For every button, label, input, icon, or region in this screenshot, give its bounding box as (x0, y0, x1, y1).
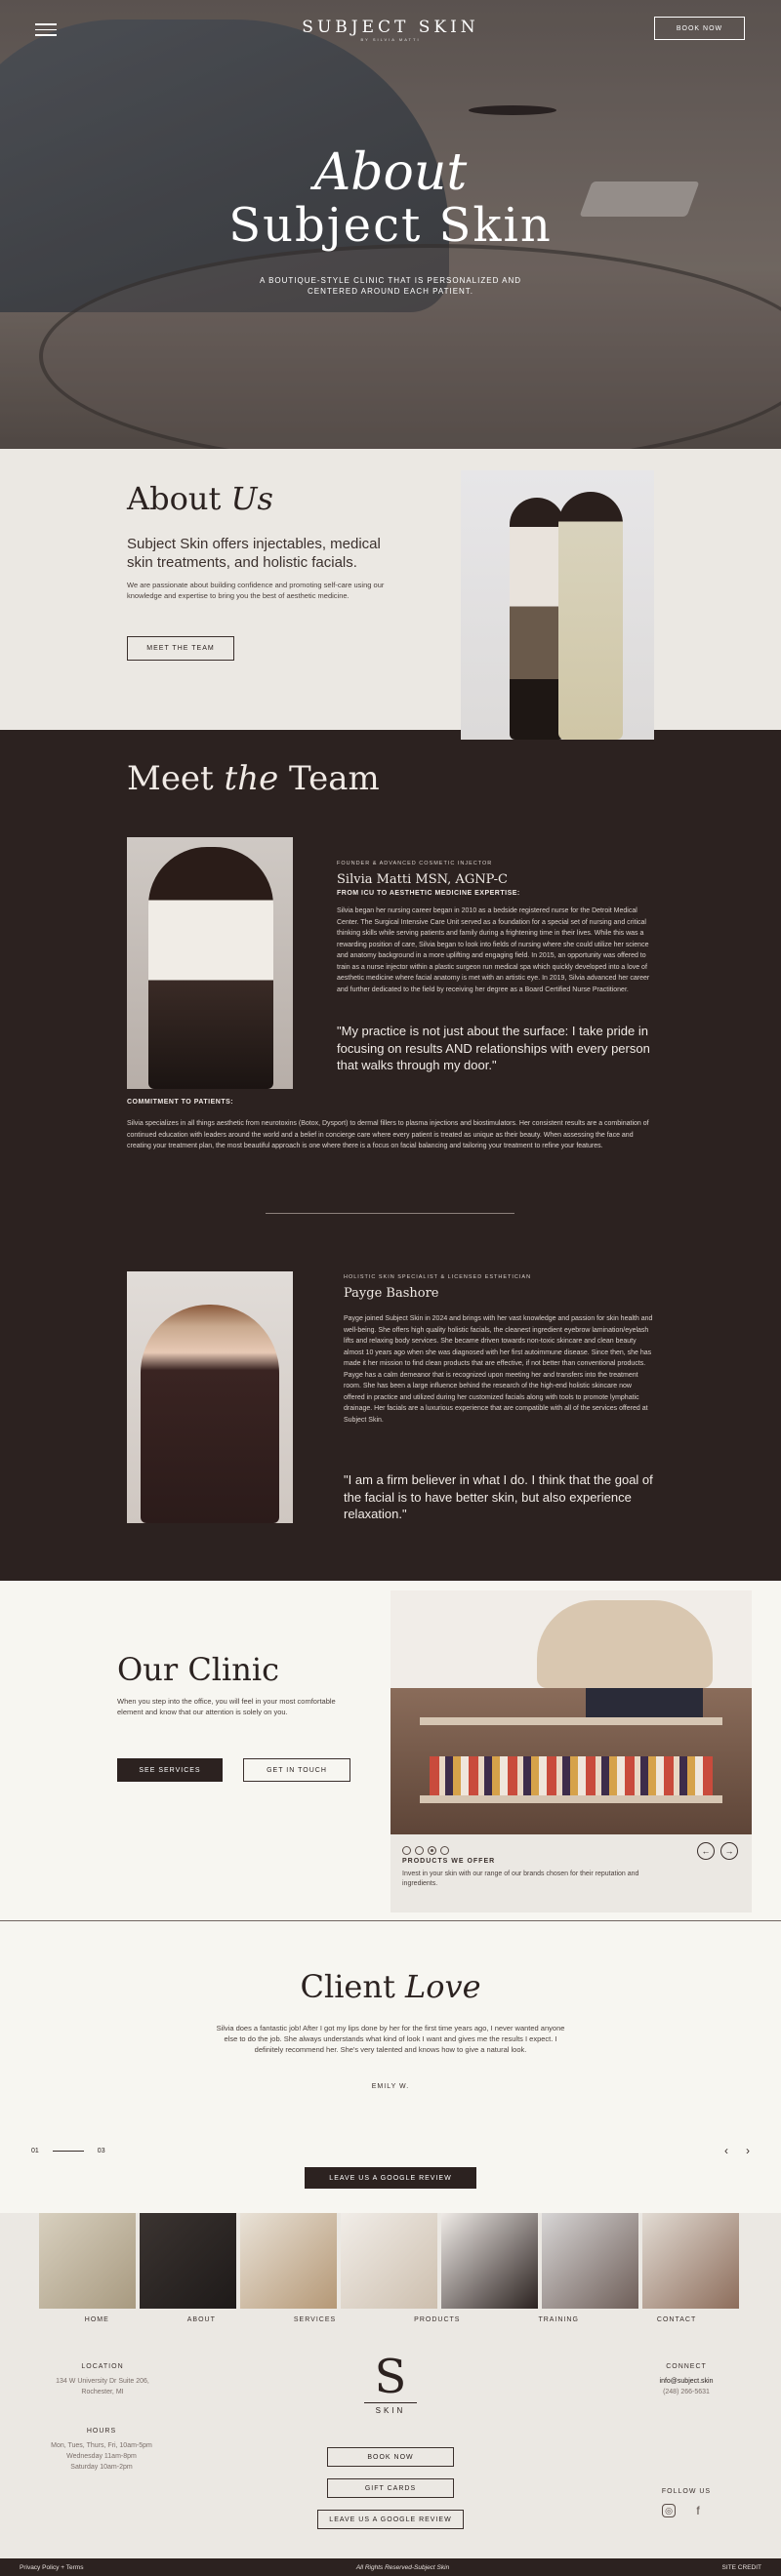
about-title-b: Us (230, 480, 273, 517)
gallery-image[interactable] (341, 2213, 437, 2309)
footer-connect (635, 2361, 738, 2397)
contact-phone[interactable]: (248) 266-5631 (663, 2389, 710, 2395)
instagram-gallery (0, 2213, 781, 2309)
commitment-text: Silvia specializes in all things aesthetic from neurotoxins (Botox, Dysport) to dermal fillers to plasma injections and biostimulators. Her consistent results are a combination of continued education with leaders around the world and a belief in concierge care where every patient is treated as unique as their beauty. When assessing the face and creating your treatment plan, the most beautiful approach is one where there is a focus on facial balancing and tailoring your treatment to refine your features. (127, 1120, 649, 1149)
about-title (127, 480, 273, 517)
location-line1[interactable]: 134 W University Dr Suite 206, (56, 2378, 149, 2385)
footer-review-button[interactable]: LEAVE US A GOOGLE REVIEW (317, 2510, 464, 2529)
gallery-image[interactable] (240, 2213, 337, 2309)
team-title-a: Meet (127, 759, 214, 798)
get-in-touch-button[interactable]: GET IN TOUCH (243, 1758, 350, 1782)
footer-bottom-bar (0, 2558, 781, 2576)
member-role: HOLISTIC SKIN SPECIALIST & LICENSED ESTHETICIAN (344, 1274, 532, 1280)
testimonial-next-icon[interactable]: › (746, 2144, 750, 2157)
team-divider (266, 1213, 514, 1214)
nav-services[interactable]: SERVICES (293, 2316, 337, 2323)
nav-about[interactable]: ABOUT (186, 2316, 216, 2323)
about-lead: Subject Skin offers injectables, medical skin treatments, and holistic facials. (127, 536, 381, 571)
carousel-card-title: PRODUCTS WE OFFER (402, 1858, 496, 1865)
hours-line3: Saturday 10am-2pm (70, 2464, 133, 2471)
person-figure (558, 492, 623, 740)
gallery-image[interactable] (441, 2213, 538, 2309)
pager-total: 03 (97, 2148, 105, 2154)
hero-tagline: A BOUTIQUE-STYLE CLINIC THAT IS PERSONALIZED AND CENTERED AROUND EACH PATIENT. (259, 276, 522, 296)
location-title: LOCATION (81, 2363, 124, 2370)
footer-nav (0, 2316, 781, 2323)
footer-follow (635, 2486, 738, 2501)
testimonial-prev-icon[interactable]: ‹ (724, 2144, 728, 2157)
carousel-dot-active[interactable] (428, 1846, 436, 1855)
member-quote: "I am a firm believer in what I do. I think that the goal of the facial is to have better skin, but also experience relaxation." (344, 1472, 653, 1521)
facebook-icon[interactable]: f (696, 2504, 700, 2517)
testimonial-text: Silvia does a fantastic job! After I got my lips done by her for the first time years ago, I never wanted anyone else to do the job. She always understands what kind of look I want and gives me the results I expect. I definitely recommend her. She's very talented and knows how to give a natural look. (216, 2024, 565, 2054)
footer-location (49, 2361, 156, 2397)
testimonial-pager (31, 2148, 105, 2154)
follow-title: FOLLOW US (661, 2488, 712, 2495)
carousel-next-icon[interactable]: → (720, 1842, 738, 1860)
product-bottles (430, 1756, 713, 1795)
footer-book-button[interactable]: BOOK NOW (327, 2447, 454, 2467)
person-figure (141, 1305, 279, 1523)
site-credit-link[interactable]: SITE CREDIT (721, 2563, 761, 2571)
pager-current: 01 (31, 2148, 39, 2154)
footer-logo[interactable] (356, 2352, 425, 2415)
gallery-image[interactable] (140, 2213, 236, 2309)
clinic-description: When you step into the office, you will feel in your most comfortable element and know that our attention is solely on you. (117, 1697, 336, 1716)
testimonials-title (0, 1968, 781, 2005)
team-section (0, 730, 781, 1581)
testimonials-section (0, 1920, 781, 2213)
member-bio: Silvia began her nursing career began in 2010 as a bedside registered nurse for the Detroit Medical Center. The Surgical Intensive Care Unit served as a foundation for a special set of nursing and critical thinking skills while serving patients and family during a frightening time in their lives. While this was a rewarding position of care, Silvia began to look into fields of nursing where she could utilize her science and anatomy background in a more uplifting and engaging field. In 2015, an opportunity was offered to train as a nurse injector within a plastic surgeon run medical spa which quickly developed into a love of aesthetic medicine where facial anatomy is met with an artistic eye. In 2019, Silvia advanced her career and further dedicated to the field by receiving her degree as a Board Certified Nurse Practitioner. (337, 907, 650, 993)
hero-title (0, 143, 781, 253)
carousel-dots (402, 1846, 449, 1855)
clinic-title: Our Clinic (117, 1651, 280, 1688)
carousel-dot[interactable] (415, 1846, 424, 1855)
founders-photo (461, 470, 654, 740)
instagram-icon[interactable]: ◎ (662, 2504, 676, 2517)
social-links (662, 2504, 705, 2517)
member-name: Silvia Matti MSN, AGNP-C (337, 872, 508, 887)
book-now-button[interactable]: BOOK NOW (654, 17, 745, 40)
hero-title-line1: About (313, 143, 468, 202)
team-title (127, 759, 380, 798)
nav-training[interactable]: TRAINING (538, 2316, 579, 2323)
location-line2[interactable]: Rochester, MI (81, 2389, 124, 2395)
meet-the-team-button[interactable]: MEET THE TEAM (127, 636, 234, 661)
clinic-photo (390, 1590, 752, 1834)
commitment-title: COMMITMENT TO PATIENTS: (127, 1099, 234, 1106)
about-description: We are passionate about building confidence and promoting self-care using our knowledge and expertise to bring you the best of aesthetic medicine. (127, 581, 385, 600)
logo-subtext: BY SILVIA MATTI (360, 37, 421, 42)
carousel-dot[interactable] (402, 1846, 411, 1855)
see-services-button[interactable]: SEE SERVICES (117, 1758, 223, 1782)
gallery-image[interactable] (542, 2213, 638, 2309)
logo-text: SUBJECT SKIN (302, 18, 479, 37)
member-subhead: FROM ICU TO AESTHETIC MEDICINE EXPERTISE: (337, 890, 520, 897)
person-figure (510, 498, 564, 740)
carousel-dot[interactable] (440, 1846, 449, 1855)
footer-logo-letter: S (374, 2350, 407, 2404)
footer-hours (43, 2426, 160, 2473)
product-display (586, 1688, 703, 1717)
love-title-b: Love (405, 1968, 481, 2005)
carousel-prev-icon[interactable]: ← (697, 1842, 715, 1860)
google-review-button[interactable]: LEAVE US A GOOGLE REVIEW (305, 2167, 476, 2189)
shelf (420, 1717, 722, 1725)
hours-line1: Mon, Tues, Thurs, Fri, 10am-5pm (51, 2442, 152, 2449)
hours-line2: Wednesday 11am-8pm (66, 2453, 137, 2460)
gallery-image[interactable] (642, 2213, 739, 2309)
hours-title: HOURS (86, 2428, 117, 2435)
team-title-b: the (224, 759, 279, 798)
payge-photo (127, 1271, 293, 1523)
testimonial-author: EMILY W. (371, 2083, 410, 2090)
clinic-carousel (390, 1590, 752, 1912)
footer-gift-cards-button[interactable]: GIFT CARDS (327, 2478, 454, 2498)
silvia-photo (127, 837, 293, 1089)
hero-section (0, 0, 781, 449)
footer-logo-word: SKIN (364, 2402, 417, 2415)
member-quote: "My practice is not just about the surface: I take pride in focusing on results AND relationships with every person that walks through my door." (337, 1024, 650, 1072)
carousel-arrows (697, 1842, 738, 1860)
team-title-c: Team (289, 759, 380, 798)
privacy-link[interactable]: Privacy Policy + Terms (20, 2563, 84, 2571)
about-section (0, 449, 781, 730)
pager-progress-line (53, 2151, 84, 2152)
connect-title: CONNECT (666, 2363, 707, 2370)
shelf (420, 1795, 722, 1803)
hero-title-line2: Subject Skin (228, 198, 553, 253)
testimonial-arrows (724, 2144, 750, 2157)
person-figure (148, 847, 273, 1089)
about-title-a: About (127, 480, 222, 517)
carousel-card-description: Invest in your skin with our range of our brands chosen for their reputation and ingredients. (402, 1871, 639, 1887)
love-title-a: Client (300, 1968, 395, 2005)
gallery-image[interactable] (39, 2213, 136, 2309)
nav-contact[interactable]: CONTACT (656, 2316, 697, 2323)
nav-home[interactable]: HOME (84, 2316, 109, 2323)
copyright-text: All Rights Reserved-Subject Skin (355, 2563, 450, 2571)
member-name: Payge Bashore (344, 1286, 439, 1301)
treatment-chair (537, 1600, 713, 1688)
contact-email[interactable]: info@subject.skin (659, 2378, 714, 2385)
nav-products[interactable]: PRODUCTS (414, 2316, 461, 2323)
clinic-section (0, 1581, 781, 1920)
member-role: FOUNDER & ADVANCED COSMETIC INJECTOR (337, 861, 493, 866)
site-footer (0, 2309, 781, 2576)
member-bio: Payge joined Subject Skin in 2024 and brings with her vast knowledge and passion for skin health and well-being. She offers high quality holistic facials, the cleanest ingredient eyebrow lamination/eyelash lifts and relaxing body services. She became driven towards non-toxic skincare and clean beauty almost 10 years ago when she was diagnosed with her first autoimmune disease. Since then, she has made it her mission to find clean products that are effective, if not better than conventional products. Payge has a calm demeanor that is recognized upon meeting her and transfers into the treatment room. She has been a large influence behind the research of the high-end holistic skincare now offered in practice and utilized during her customized facials along with tools to promote lymphatic drainage. Her facials are a luxurious experience that are compatible with all of the services offered at Subject Skin. (344, 1315, 653, 1424)
